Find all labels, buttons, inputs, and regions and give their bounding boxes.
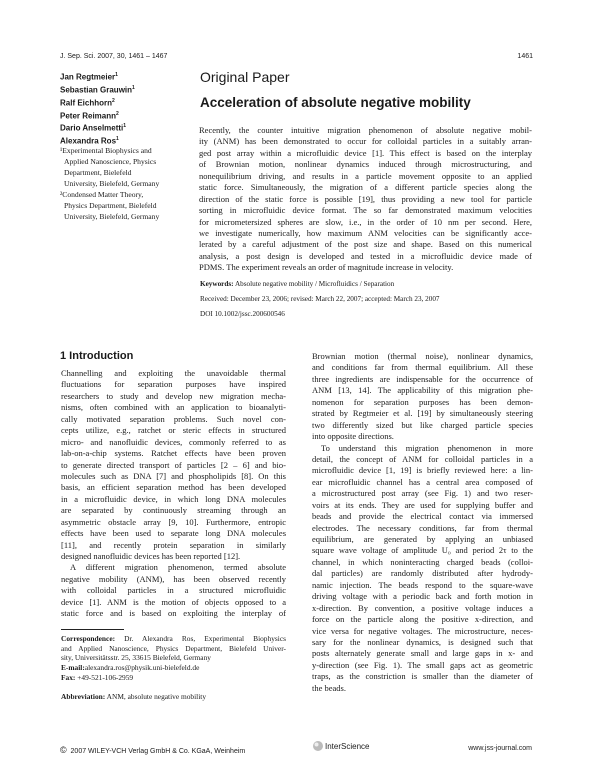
text-line: posts alternately generate small and large gaps in x- and (312, 648, 533, 659)
text-line: two differently sized but like charged particle species (312, 419, 533, 430)
received-dates: Received: December 23, 2006; revised: March 22, 2007; accepted: March 23, 2007 (200, 295, 440, 303)
text-line: x-direction. By convention, a positive voltage induces a (312, 602, 533, 613)
text-line: designed nanofluidic devices has been reported [12]. (61, 551, 241, 561)
text-line: sary for the nonlinear dynamics, is designed such that (312, 636, 533, 647)
text-line: microfluidic device [1, 19] is briefly reviewed here: a lin- (312, 465, 533, 476)
text-line: Channelling and exploiting the unavoidable thermal (61, 368, 286, 378)
text-line: researchers to study and develop new migration mecha- (61, 390, 286, 401)
text-line: driving voltage with a periodic back and forth motion in (312, 591, 533, 602)
doi: DOI 10.1002/jssc.200600546 (200, 310, 285, 318)
affiliation-line: ²Condensed Matter Theory, (60, 190, 144, 199)
keywords-value: Absolute negative mobility / Microfluidics / Separation (234, 280, 395, 288)
text-line: we investigate numerically, how maximum ANM velocities can be significantly acce- (199, 227, 532, 238)
text-line: static force and is based on exploiting the interplay of (61, 608, 286, 619)
text-line: effects have been used to separate long DNA molecules (61, 528, 286, 539)
author-name: Alexandra Ros$^1$ (60, 136, 119, 146)
text-line: namic injection. The beads respond to the square-wave (312, 579, 533, 590)
author-affiliation-marker: 2 (112, 97, 115, 104)
section-heading-introduction: 1 Introduction (60, 350, 134, 362)
author-name: Ralf Eichhorn$^2$ (60, 97, 115, 108)
affiliation-line: ¹Experimental Biophysics and (60, 146, 152, 155)
text-line: for micrometersized spheres are slow, i.e., in the order of 10 nm per second. Here, (199, 216, 532, 227)
journal-citation: J. Sep. Sci. 2007, 30, 1461 – 1467 (60, 53, 168, 60)
text-line: force on the particle along the positive x-direction, and (312, 614, 533, 625)
article-title: Acceleration of absolute negative mobility (200, 95, 471, 110)
affiliation-line: University, Bielefeld, Germany (64, 212, 160, 221)
correspondence-label: Correspondence: (61, 634, 116, 643)
text-line: ear microfluidic channel has a central area composed of (312, 476, 533, 487)
text-line: micro- and nanofluidic devices, commonly referred to as (61, 436, 286, 447)
author-name: Sebastian Grauwin$^1$ (60, 84, 135, 95)
text-line: ged post array within a microfluidic device [1]. This effect is based on the interplay (199, 147, 532, 158)
text-line: cepts utilize, e.g., ratchet or steric effects in structured (61, 425, 286, 436)
text-line: beads and provide the electrical contact via immersed (312, 511, 533, 522)
author-affiliation-marker: 1 (116, 136, 119, 143)
text-line: molecules such as DNA [7] and phospholipids [8]. On this (61, 470, 286, 481)
keywords-label: Keywords: (200, 280, 234, 288)
text-line: lab-on-a-chip systems. Ratchet effects have been proven (61, 448, 286, 459)
author-name: Peter Reimann$^2$ (60, 110, 119, 121)
author-name: Jan Regtmeier$^1$ (60, 72, 118, 82)
correspondence (61, 634, 286, 701)
text-line: static force. Simultaneously, the migration of a different particle species along the (199, 182, 532, 193)
text-line: sorting in microfluidic device format. The so far demonstrated maximum velocities (199, 205, 532, 216)
page-number: 1461 (517, 53, 533, 60)
author-name: Dario Anselmetti$^1$ (60, 123, 127, 134)
author-list (60, 70, 135, 147)
affiliation-line: Department, Bielefeld (64, 168, 132, 177)
author-affiliation-marker: 1 (123, 123, 127, 130)
text-line: y-direction (see Fig. 1). The small gaps act as geometric (312, 659, 533, 670)
text-line: Brownian motion (thermal noise), nonlinear dynamics, (312, 351, 533, 361)
affiliations (60, 145, 200, 222)
text-line: lerated by a careful adjustment of the post size and shape. Based on this numerical (199, 239, 532, 250)
text-line: device [1]. ANM is the motion of objects opposed to a (61, 596, 286, 607)
text-line: voirs at its ends. They are used for supplying buffer and (312, 499, 533, 510)
text-line: negative mobility (ANM), has been observed recently (61, 573, 286, 584)
fax-number: +49-521-106-2959 (77, 672, 134, 682)
text-line: nisms, often combined with an application to bioanalyti- (61, 402, 286, 413)
left-column-text (61, 368, 286, 620)
article-type: Original Paper (200, 69, 290, 85)
text-line: square wave voltage of amplitude U₀ and period 2τ to the (312, 545, 533, 556)
right-column-text (312, 351, 533, 694)
logo-text: InterScience (325, 741, 370, 751)
copyright-text: 2007 WILEY-VCH Verlag GmbH & Co. KGaA, Weinheim (70, 748, 246, 755)
text-line: nomenon for separation purposes has been demon- (312, 396, 533, 407)
affiliation-line: Physics Department, Bielefeld (64, 201, 157, 210)
author-affiliation-marker: 1 (132, 84, 135, 91)
correspondence-line: Dr. Alexandra Ros, Experimental Biophysics (124, 634, 286, 643)
correspondence-line: sity, Universitätsstr. 25, 33615 Bielefeld, Germany (61, 653, 211, 663)
abstract (199, 125, 532, 274)
text-line: A different migration phenomenon, termed absolute (70, 562, 286, 573)
text-line: are separated by continuously streaming through an (61, 505, 286, 516)
text-line: To understand this migration phenomenon in more (321, 442, 533, 453)
text-line: asymmetric obstacle array [9, 10]. Furthermore, entropic (61, 516, 286, 527)
copyright-icon: © (60, 745, 67, 755)
copyright (60, 745, 245, 755)
text-line: into opposite directions. (312, 431, 394, 442)
text-line: of Brownian motion, nonlinear dynamics induced through microstructuring, and (199, 159, 532, 170)
text-line: three ingredients are indispensable for the occurrence of (312, 373, 533, 384)
text-line: the beads. (312, 682, 346, 693)
text-line: strated by Regtmeier et al. [19] by simultaneously steering (312, 408, 533, 419)
keywords (200, 280, 394, 288)
author-affiliation-marker: 1 (115, 72, 118, 78)
affiliation-line: Applied Nanoscience, Physics (64, 157, 157, 166)
text-line: fluctuations for separation purposes have inspired (61, 379, 286, 390)
text-line: analysis, a post design is developed and tested in a microfluidic device made of (199, 250, 532, 261)
text-line: vice versa for negative voltages. The microstructure, neces- (312, 625, 533, 636)
text-line: cally motivated separation problems. Such novel con- (61, 413, 286, 424)
text-line: channel, in which noninteracting charged beads (colloi- (312, 556, 533, 567)
text-line: nonequilibrium driving, and results in a particle movement opposite to an applied (199, 170, 532, 181)
text-line: to generate directed transport of particles [2 – 6] and bio- (61, 459, 286, 470)
email-link[interactable]: alexandra.ros@physik.uni-bielefeld.de (84, 663, 200, 673)
fax-label: Fax: (61, 672, 76, 682)
text-line: detail, the concept of ANM for colloidal particles in a (312, 453, 533, 464)
abbreviation-label: Abbreviation: (61, 691, 106, 701)
correspondence-line: and Applied Nanoscience, Physics Department, Bielefeld Univer- (61, 643, 286, 653)
text-line: ity (ANM) has been demonstrated to occur for colloidal particles in a suitably arran- (199, 136, 532, 147)
text-line: in a microfluidic device, in which long DNA molecules (61, 493, 286, 504)
email-label: E-mail: (61, 663, 85, 673)
text-line: PDMS. The experiment reveals an order of magnitude increase in velocity. (199, 262, 454, 273)
text-line: Recently, the counter intuitive migration phenomenon of absolute negative mobil- (199, 125, 532, 135)
journal-website[interactable]: www.jss-journal.com (468, 745, 532, 752)
text-line: basis, an efficient separation method has been developed (61, 482, 286, 493)
text-line: direction of the static force is possible [19], thus providing a new tool for particle (199, 193, 532, 204)
text-line: with colloidal particles in a structured microfluidic (61, 585, 286, 596)
text-line: traps, as the constriction is smaller than the diameter of (312, 671, 533, 682)
footnote-divider (61, 629, 124, 630)
text-line: equilibrium, are generated by applying an unbiased (312, 534, 533, 544)
interscience-logo (312, 740, 369, 752)
text-line: ANM [13, 14]. The applicability of this migration phe- (312, 385, 533, 396)
affiliation-line: University, Bielefeld, Germany (64, 179, 160, 188)
abbreviation-value: ANM, absolute negative mobility (106, 691, 207, 701)
text-line: [11], and recently protein separation in similarly (61, 539, 286, 550)
text-line: electrodes. The necessary conditions, far from thermal (312, 522, 533, 533)
text-line: a microstructured post array (see Fig. 1) and two reser- (312, 488, 533, 499)
globe-icon (312, 740, 324, 752)
author-affiliation-marker: 2 (116, 110, 119, 117)
text-line: dal particles) are randomly distributed after hydrody- (312, 568, 533, 579)
text-line: and conditions far from thermal equilibrium. All these (312, 362, 533, 373)
